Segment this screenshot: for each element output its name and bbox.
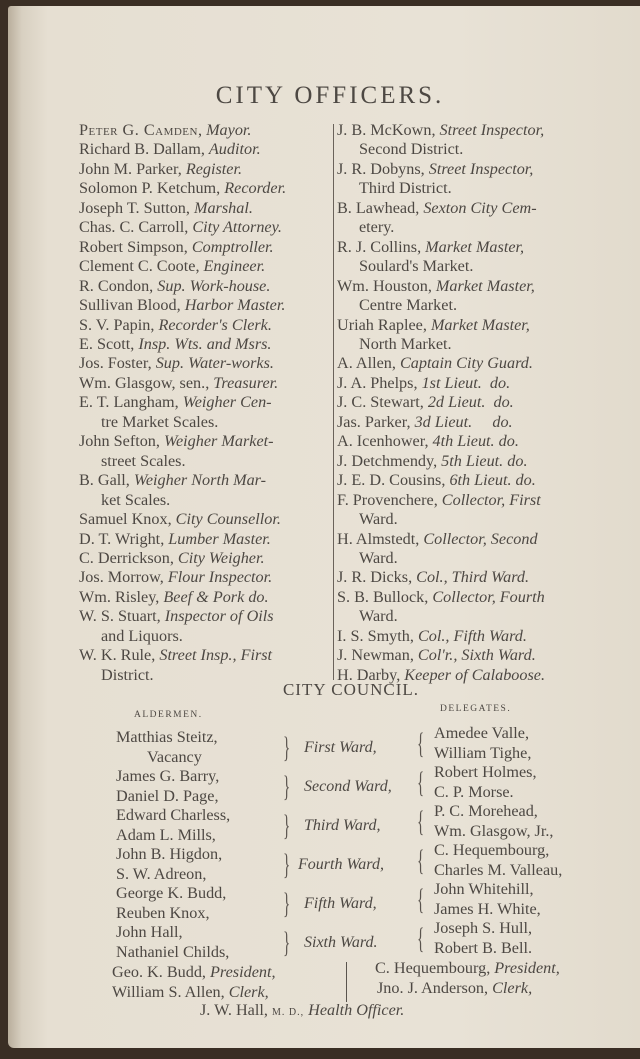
alderman-name: S. W. Adreon, [116,864,207,883]
officer-entry [79,471,331,510]
city-council-heading: CITY COUNCIL. [282,680,420,699]
officer-line: R. Condon, Sup. Work-house. [79,276,271,295]
brace-icon: { [417,883,425,916]
officer-entry [337,588,599,627]
ward-label: First Ward, [304,738,377,756]
brace-icon: } [283,770,291,803]
ward-label: Fourth Ward, [298,855,384,873]
brace-icon: { [417,922,425,955]
officers-right-column [337,121,599,685]
officer-name: C. Hequembourg, [375,959,491,977]
officer-title: Market Master, [425,237,525,256]
officer-line: C. Derrickson, City Weigher. [79,548,265,567]
delegate-names [432,919,532,958]
officer-name: E. Scott [79,334,131,353]
officer-name: William S. Allen, [112,983,225,1001]
officer-entry [79,238,331,257]
officer-line: Joseph T. Sutton, Marshal. [79,198,253,217]
officer-title: Col., Third Ward. [416,568,530,587]
officer-entry [79,160,331,179]
officer-title-continued: etery. [359,218,395,237]
brace-icon: { [417,727,425,760]
officer-entry [79,316,331,335]
alderman-name: John B. Higdon, [116,845,223,863]
officer-entry [79,588,331,607]
officer-title: Flour Inspector. [167,568,273,587]
officer-name: Jas. Parker [337,412,407,431]
delegates-label: DELEGATES. [440,704,512,714]
officer-entry [79,199,331,218]
officer-title: Sup. Water-works. [155,354,274,373]
officer-title: 2d Lieut. do. [427,393,514,412]
aldermen-officers [112,962,276,1002]
officer-title: Weigher Cen- [182,393,272,412]
ward-row [278,923,428,962]
delegate-name: P. C. Morehead, [434,802,538,820]
brace-icon: { [417,766,425,799]
officer-line: Wm. Glasgow, sen., Treasurer. [79,373,279,392]
delegate-name: James H. White, [434,899,541,918]
officer-entry [79,432,331,471]
ward-row [278,767,428,806]
officer-name: Geo. K. Budd, [112,963,206,981]
officer-title: President, [494,959,560,977]
officer-entry [79,179,331,198]
officer-line: E. T. Langham, Weigher Cen- [79,393,272,412]
officer-line: W. S. Stuart, Inspector of Oils [79,607,274,626]
officer-name: Wm. Glasgow, sen. [79,373,206,392]
officer-entry [79,607,331,646]
officer-name: A. Icenhower [337,432,425,451]
officer-line: Richard B. Dallam, Auditor. [79,140,261,159]
delegate-name: C. P. Morse. [434,782,514,801]
officer-name: John M. Parker [79,159,178,178]
officer-title-continued: street Scales. [101,451,186,470]
officer-name: Joseph T. Sutton [79,198,186,217]
officer-line: W. K. Rule, Street Insp., First [79,646,273,665]
aldermen-president [112,962,276,982]
officer-line: S. B. Bullock, Collector, Fourth [337,587,545,606]
officer-degree: M. D., [271,1007,305,1018]
officer-line: S. V. Papin, Recorder's Clerk. [79,315,272,334]
officer-title: 1st Lieut. do. [421,373,511,392]
officer-entry [79,257,331,276]
alderman-name: Matthias Steitz, [116,728,218,746]
officer-title: City Attorney. [192,218,282,237]
officer-entry [337,199,599,238]
officer-name: Richard B. Dallam [79,140,201,159]
officer-title-continued: Ward. [359,510,398,529]
alderman-name: George K. Budd, [116,884,227,902]
officer-name: John Sefton [79,432,156,451]
officer-name: J. W. Hall, [200,1001,268,1019]
officer-title: Keeper of Calaboose. [404,665,546,684]
officer-line: John M. Parker, Register. [79,159,243,178]
brace-icon: } [283,926,291,959]
officer-line: J. Newman, Col'r., Sixth Ward. [337,646,536,665]
officer-entry [337,160,599,199]
officer-title: City Counsellor. [175,510,281,529]
officer-title-continued: North Market. [359,334,452,353]
officer-entry [337,568,599,587]
officer-entry [79,218,331,237]
officer-title: Treasurer. [213,373,279,392]
officer-name: A. Allen [337,354,392,373]
officer-title-continued: and Liquors. [101,626,183,645]
officer-line: J. E. D. Cousins, 6th Lieut. do. [337,471,536,490]
officers-left-column [79,121,331,685]
officer-line: Samuel Knox, City Counsellor. [79,510,281,529]
officer-title: Weigher North Mar- [133,471,267,490]
delegate-name: Amedee Valle, [434,724,529,742]
officer-entry [79,296,331,315]
officer-line: John Sefton, Weigher Market- [79,432,274,451]
officer-line: R. J. Collins, Market Master, [337,237,525,256]
alderman-name: John Hall, [116,923,183,941]
brace-icon: } [283,848,291,881]
officer-name: Sullivan Blood [79,296,177,315]
officer-title: Market Master, [430,315,530,334]
officer-entry [337,491,599,530]
officer-title: Auditor. [208,140,261,159]
delegate-pair [412,919,562,958]
officer-name: W. S. Stuart [79,607,157,626]
officer-line: Peter G. Camden, Mayor. [79,121,252,139]
alderman-name: Vacancy [147,747,202,766]
officer-title: Weigher Market- [163,432,274,451]
officer-name: J. R. Dicks [337,568,409,587]
health-officer [200,1000,404,1023]
officer-line: J. Detchmendy, 5th Lieut. do. [337,451,528,470]
officer-entry [79,568,331,587]
officer-line: B. Lawhead, Sexton City Cem- [337,198,537,217]
alderman-name: Adam L. Mills, [116,825,216,844]
brace-icon: { [417,805,425,838]
officer-name: J. E. D. Cousins [337,471,442,490]
officer-title: Marshal. [193,198,253,217]
officer-line: Clement C. Coote, Engineer. [79,257,266,276]
officer-title: Col'r., Sixth Ward. [417,646,536,665]
officer-title-continued: Centre Market. [359,296,457,315]
officer-title: Recorder. [224,179,287,198]
officer-title: 5th Lieut. do. [441,451,528,470]
officer-name: Jos. Morrow [79,568,160,587]
officer-line: H. Almstedt, Collector, Second [337,529,538,548]
officer-title: Col., Fifth Ward. [417,626,527,645]
officer-line: F. Provenchere, Collector, First [337,490,541,509]
alderman-name: James G. Barry, [116,767,220,785]
delegates-president [375,958,560,978]
officer-title: 4th Lieut. do. [432,432,519,451]
officer-title: Collector, Second [423,529,538,548]
officer-line: D. T. Wright, Lumber Master. [79,529,271,548]
delegate-name: Robert B. Bell. [434,938,533,957]
brace-icon: { [417,844,425,877]
officer-line: Wm. Risley, Beef & Pork do. [79,587,269,606]
officer-line: Jas. Parker, 3d Lieut. do. [337,412,513,431]
delegate-pair [412,802,562,841]
officer-name: I. S. Smyth [337,626,410,645]
officer-title-continued: Ward. [359,607,398,626]
officer-entry [337,316,599,355]
officers-divider [346,962,347,1002]
officer-name: Peter G. Camden [79,121,198,139]
delegate-name: John Whitehill, [434,880,534,898]
officer-line: I. S. Smyth, Col., Fifth Ward. [337,626,527,645]
ward-label: Second Ward, [304,777,392,795]
column-divider [333,124,334,680]
aldermen-list [116,728,230,962]
officer-name: B. Lawhead [337,198,416,217]
officer-name: E. T. Langham [79,393,175,412]
officer-name: B. Gall [79,471,126,490]
ward-label: Third Ward, [304,816,381,834]
delegate-names [432,841,562,880]
officer-title: Engineer. [203,257,266,276]
officer-name: J. B. McKown [337,121,432,139]
officer-title: 3d Lieut. do. [414,412,513,431]
officer-title: Sexton City Cem- [423,198,537,217]
officer-line: B. Gall, Weigher North Mar- [79,471,267,490]
delegate-name: Charles M. Valleau, [434,860,563,879]
officer-entry [79,335,331,354]
officer-title: Clerk, [492,979,533,997]
officer-name: J. A. Phelps [337,373,414,392]
officer-title: Insp. Wts. and Msrs. [138,334,272,353]
officer-title-continued: ket Scales. [101,490,171,509]
officer-entry [79,549,331,568]
officer-title: Market Master, [435,276,535,295]
officer-title: City Weigher. [177,548,265,567]
officer-entry [79,121,331,140]
officer-title-continued: District. [101,665,154,684]
aldermen-clerk [112,982,276,1002]
officer-line: A. Allen, Captain City Guard. [337,354,533,373]
delegate-pair [412,880,562,919]
delegate-names [432,880,541,919]
officer-title: Inspector of Oils [164,607,274,626]
officer-title: 6th Lieut. do. [449,471,536,490]
officer-name: Uriah Raplee [337,315,423,334]
officer-name: Wm. Houston [337,276,428,295]
officer-title: Clerk, [228,983,269,1001]
delegate-names [432,802,553,841]
officer-entry [337,374,599,393]
officer-line: J. R. Dicks, Col., Third Ward. [337,568,530,587]
alderman-name: Daniel D. Page, [116,786,219,805]
officer-title: Health Officer. [308,1001,405,1019]
delegate-name: Robert Holmes, [434,763,537,781]
ward-list [278,728,428,962]
officer-entry [79,140,331,159]
aldermen-label: ALDERMEN. [134,710,203,720]
officer-title-continued: Third District. [359,179,452,198]
officer-line: Solomon P. Ketchum, Recorder. [79,179,287,198]
officer-title: Street Inspector, [439,121,545,139]
officer-line: H. Darby, Keeper of Calaboose. [337,665,546,684]
alderman-name: Nathaniel Childs, [116,942,230,961]
officer-entry [337,277,599,316]
officer-line: Sullivan Blood, Harbor Master. [79,296,286,315]
officer-line: J. B. McKown, Street Inspector, [337,121,545,139]
officer-name: J. C. Stewart [337,393,420,412]
officer-entry [79,354,331,373]
officer-name: F. Provenchere [337,490,434,509]
officer-name: J. R. Dobyns [337,159,421,178]
ward-row [278,728,428,767]
officer-name: Clement C. Coote [79,257,196,276]
officer-entry [79,374,331,393]
alderman-name: Reuben Knox, [116,903,210,922]
officer-line: Wm. Houston, Market Master, [337,276,535,295]
delegate-pair [412,763,562,802]
officer-line: J. C. Stewart, 2d Lieut. do. [337,393,514,412]
officer-entry [337,121,599,160]
officer-entry [337,452,599,471]
officer-title: Harbor Master. [184,296,286,315]
officer-title: Comptroller. [191,237,274,256]
officer-title: President, [210,963,276,981]
officer-name: Wm. Risley [79,587,156,606]
officer-entry [337,238,599,277]
page-title: CITY OFFICERS. [215,82,445,109]
officer-entry [79,393,331,432]
officer-entry [79,277,331,296]
officer-line: Chas. C. Carroll, City Attorney. [79,218,282,237]
officer-title: Beef & Pork do. [163,587,269,606]
officer-name: R. J. Collins [337,237,418,256]
officer-entry [79,510,331,529]
officer-entry [337,471,599,490]
ward-label: Sixth Ward. [304,933,378,951]
officer-entry [337,646,599,665]
officer-title: Captain City Guard. [399,354,533,373]
officer-line: E. Scott, Insp. Wts. and Msrs. [79,334,272,353]
officer-line: Robert Simpson, Comptroller. [79,237,274,256]
officer-title-continued: Ward. [359,548,398,567]
officer-entry [337,354,599,373]
officer-name: Jos. Foster [79,354,148,373]
delegate-name: Wm. Glasgow, Jr., [434,821,554,840]
officer-name: Samuel Knox [79,510,168,529]
officer-name: J. Detchmendy [337,451,434,470]
ward-row [278,884,428,923]
alderman-name: Edward Charless, [116,806,231,824]
officer-title: Collector, Fourth [432,587,545,606]
officer-title-continued: Soulard's Market. [359,257,474,276]
officer-name: Solomon P. Ketchum [79,179,217,198]
brace-icon: } [283,887,291,920]
officer-title: Collector, First [441,490,541,509]
officer-line: A. Icenhower, 4th Lieut. do. [337,432,519,451]
delegate-names [432,763,537,802]
officer-line: Jos. Foster, Sup. Water-works. [79,354,274,373]
officer-entry [337,432,599,451]
officer-title: Register. [185,159,243,178]
officer-entry [337,530,599,569]
officer-name: H. Almstedt [337,529,416,548]
officer-name: S. V. Papin [79,315,151,334]
officer-entry [337,627,599,646]
brace-icon: } [283,809,291,842]
officer-title: Recorder's Clerk. [158,315,272,334]
officer-entry [337,413,599,432]
officer-line: Uriah Raplee, Market Master, [337,315,530,334]
delegate-name: Joseph S. Hull, [434,919,533,937]
officer-name: S. B. Bullock [337,587,425,606]
officer-name: C. Derrickson [79,548,170,567]
brace-icon: } [283,731,291,764]
delegates-list [412,724,562,958]
officer-name: W. K. Rule [79,646,152,665]
delegate-name: William Tighe, [434,743,532,762]
officer-name: Jno. J. Anderson, [377,979,489,997]
officer-title: Mayor. [206,121,252,139]
officer-name: Chas. C. Carroll [79,218,185,237]
officer-name: H. Darby [337,665,397,684]
officer-title-continued: Second District. [359,140,464,159]
officer-title: Lumber Master. [168,529,271,548]
officer-name: D. T. Wright [79,529,161,548]
delegate-names [432,724,531,763]
delegate-pair [412,724,562,763]
officer-title: Street Insp., First [159,646,273,665]
officer-name: Robert Simpson [79,237,184,256]
officer-line: J. A. Phelps, 1st Lieut. do. [337,373,511,392]
officer-line: J. R. Dobyns, Street Inspector, [337,159,534,178]
delegates-officers [375,958,560,998]
officer-entry [337,393,599,412]
ward-row [278,806,428,845]
officer-title: Sup. Work-house. [157,276,271,295]
delegate-pair [412,841,562,880]
officer-title: Street Inspector, [428,159,534,178]
officer-name: J. Newman [337,646,410,665]
ward-row [278,845,428,884]
delegate-name: C. Hequembourg, [434,841,550,859]
ward-label: Fifth Ward, [304,894,377,912]
officer-entry [79,530,331,549]
officer-line: Jos. Morrow, Flour Inspector. [79,568,273,587]
officer-name: R. Condon [79,276,150,295]
delegates-clerk [375,978,560,998]
officer-title-continued: tre Market Scales. [101,412,219,431]
